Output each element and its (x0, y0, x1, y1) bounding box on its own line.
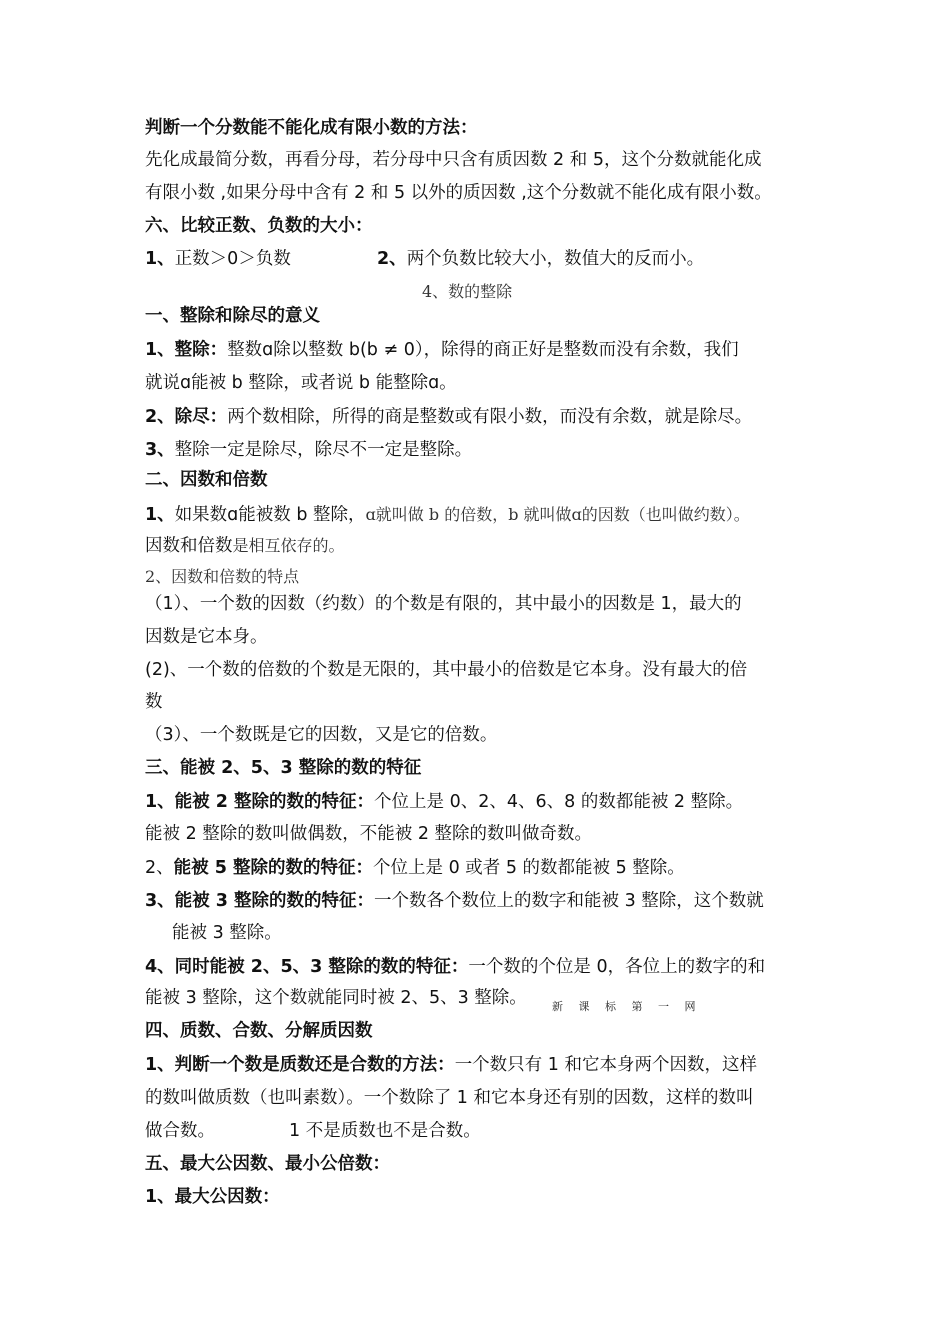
term-text: 一个数只有 1 和它本身两个因数，这样 (454, 1055, 757, 1075)
definition-divisible (145, 342, 739, 360)
paragraph-line: 做合数。 (145, 1121, 215, 1141)
term-text: 一个数各个数位上的数字和能被 3 整除，这个数就 (374, 891, 764, 911)
item-text: 如果数ɑ能被数 b 整除， (174, 505, 366, 525)
definition-exact-division (145, 409, 752, 427)
item-number: 2、 (145, 858, 174, 878)
section-heading-primes: 四、质数、合数、分解质因数 (145, 1021, 373, 1041)
item-text-serif: 是相互依存的。 (232, 536, 345, 555)
item-text: 正数＞0＞负数 (174, 249, 291, 269)
section-heading-gcd-lcm: 五、最大公因数、最小公倍数： (145, 1154, 390, 1174)
item-number: 2、 (377, 249, 407, 269)
term-text: 两个数相除，所得的商是整数或有限小数，而没有余数，就是除尽。 (227, 407, 753, 427)
term-text: 一个数的个位是 0，各位上的数字的和 (468, 957, 766, 977)
term-text: 个位上是 0、2、4、6、8 的数都能被 2 整除。 (374, 792, 744, 812)
watermark-text: 新 课 标 第 一 网 (552, 1000, 702, 1013)
paragraph-line: 就说ɑ能被 b 整除，或者说 b 能整除ɑ。 (145, 373, 457, 393)
term-text: 整数ɑ除以整数 b(b ≠ 0），除得的商正好是整数而没有余数，我们 (227, 340, 739, 360)
rule-prime-composite (145, 1057, 757, 1075)
item-text: 整除一定是除尽，除尽不一定是整除。 (174, 440, 473, 460)
section-heading-divisibility: 一、整除和除尽的意义 (145, 306, 320, 326)
paragraph-line (145, 538, 345, 556)
paragraph-line: 因数是它本身。 (145, 627, 268, 647)
term-label: 3、能被 3 整除的数的特征： (145, 891, 375, 911)
item-text-serif: ɑ就叫做 b 的倍数，b 就叫做ɑ的因数（也叫做约数）。 (365, 505, 750, 524)
term-label: 能被 5 整除的数的特征： (173, 858, 374, 878)
item-number: 3、 (145, 440, 175, 460)
term-text: 个位上是 0 或者 5 的数都能被 5 整除。 (373, 858, 685, 878)
term-label: 4、同时能被 2、5、3 整除的数的特征： (145, 957, 469, 977)
paragraph-line: 有限小数 ,如果分母中含有 2 和 5 以外的质因数 ,这个分数就不能化成有限小数。 (145, 183, 772, 203)
item-number: 1、 (145, 249, 175, 269)
chapter-title: 4、数的整除 (422, 282, 513, 301)
term-label: 1、能被 2 整除的数的特征： (145, 792, 375, 812)
rule-divisible-by-2-5-3 (145, 959, 765, 977)
paragraph-line: 的数叫做质数（也叫素数）。一个数除了 1 和它本身还有别的因数，这样的数叫 (145, 1088, 754, 1108)
paragraph-line: 1 不是质数也不是合数。 (289, 1121, 481, 1141)
paragraph-line: 能被 3 整除。 (172, 923, 282, 943)
item-text: 两个负数比较大小，数值大的反而小。 (406, 249, 705, 269)
item-text: 因数和倍数 (145, 536, 233, 556)
paragraph-line: 先化成最简分数，再看分母，若分母中只含有质因数 2 和 5，这个分数就能化成 (145, 150, 762, 170)
rule-divisible-by-5 (145, 860, 685, 878)
paragraph-line: 能被 2 整除的数叫做偶数，不能被 2 整除的数叫做奇数。 (145, 824, 593, 844)
rule-divisible-by-3 (145, 893, 764, 911)
section-heading-divisibility-rules: 三、能被 2、5、3 整除的数的特征 (145, 758, 422, 778)
section-heading-factors: 二、因数和倍数 (145, 470, 268, 490)
definition-factor-multiple (145, 507, 750, 525)
paragraph-line: 数 (145, 692, 163, 712)
heading-finite-decimal-method: 判断一个分数能不能化成有限小数的方法： (145, 118, 478, 138)
term-label: 2、除尽： (145, 407, 228, 427)
subheading-characteristics: 2、因数和倍数的特点 (145, 567, 300, 586)
compare-rule-1 (145, 251, 291, 269)
paragraph-line: 能被 3 整除，这个数就能同时被 2、5、3 整除。 (145, 988, 527, 1008)
term-label: 1、判断一个数是质数还是合数的方法： (145, 1055, 455, 1075)
rule-line (145, 442, 472, 460)
paragraph-line: (2)、一个数的倍数的个数是无限的，其中最小的倍数是它本身。没有最大的倍 (145, 660, 748, 680)
paragraph-line: （1）、一个数的因数（约数）的个数是有限的，其中最小的因数是 1，最大的 (145, 594, 742, 614)
compare-rule-2 (377, 251, 704, 269)
item-number: 1、 (145, 505, 175, 525)
section-heading-compare: 六、比较正数、负数的大小： (145, 216, 373, 236)
rule-divisible-by-2 (145, 794, 743, 812)
paragraph-line: （3）、一个数既是它的因数，又是它的倍数。 (145, 725, 498, 745)
subheading-gcd: 1、最大公因数： (145, 1187, 280, 1207)
term-label: 1、整除： (145, 340, 228, 360)
